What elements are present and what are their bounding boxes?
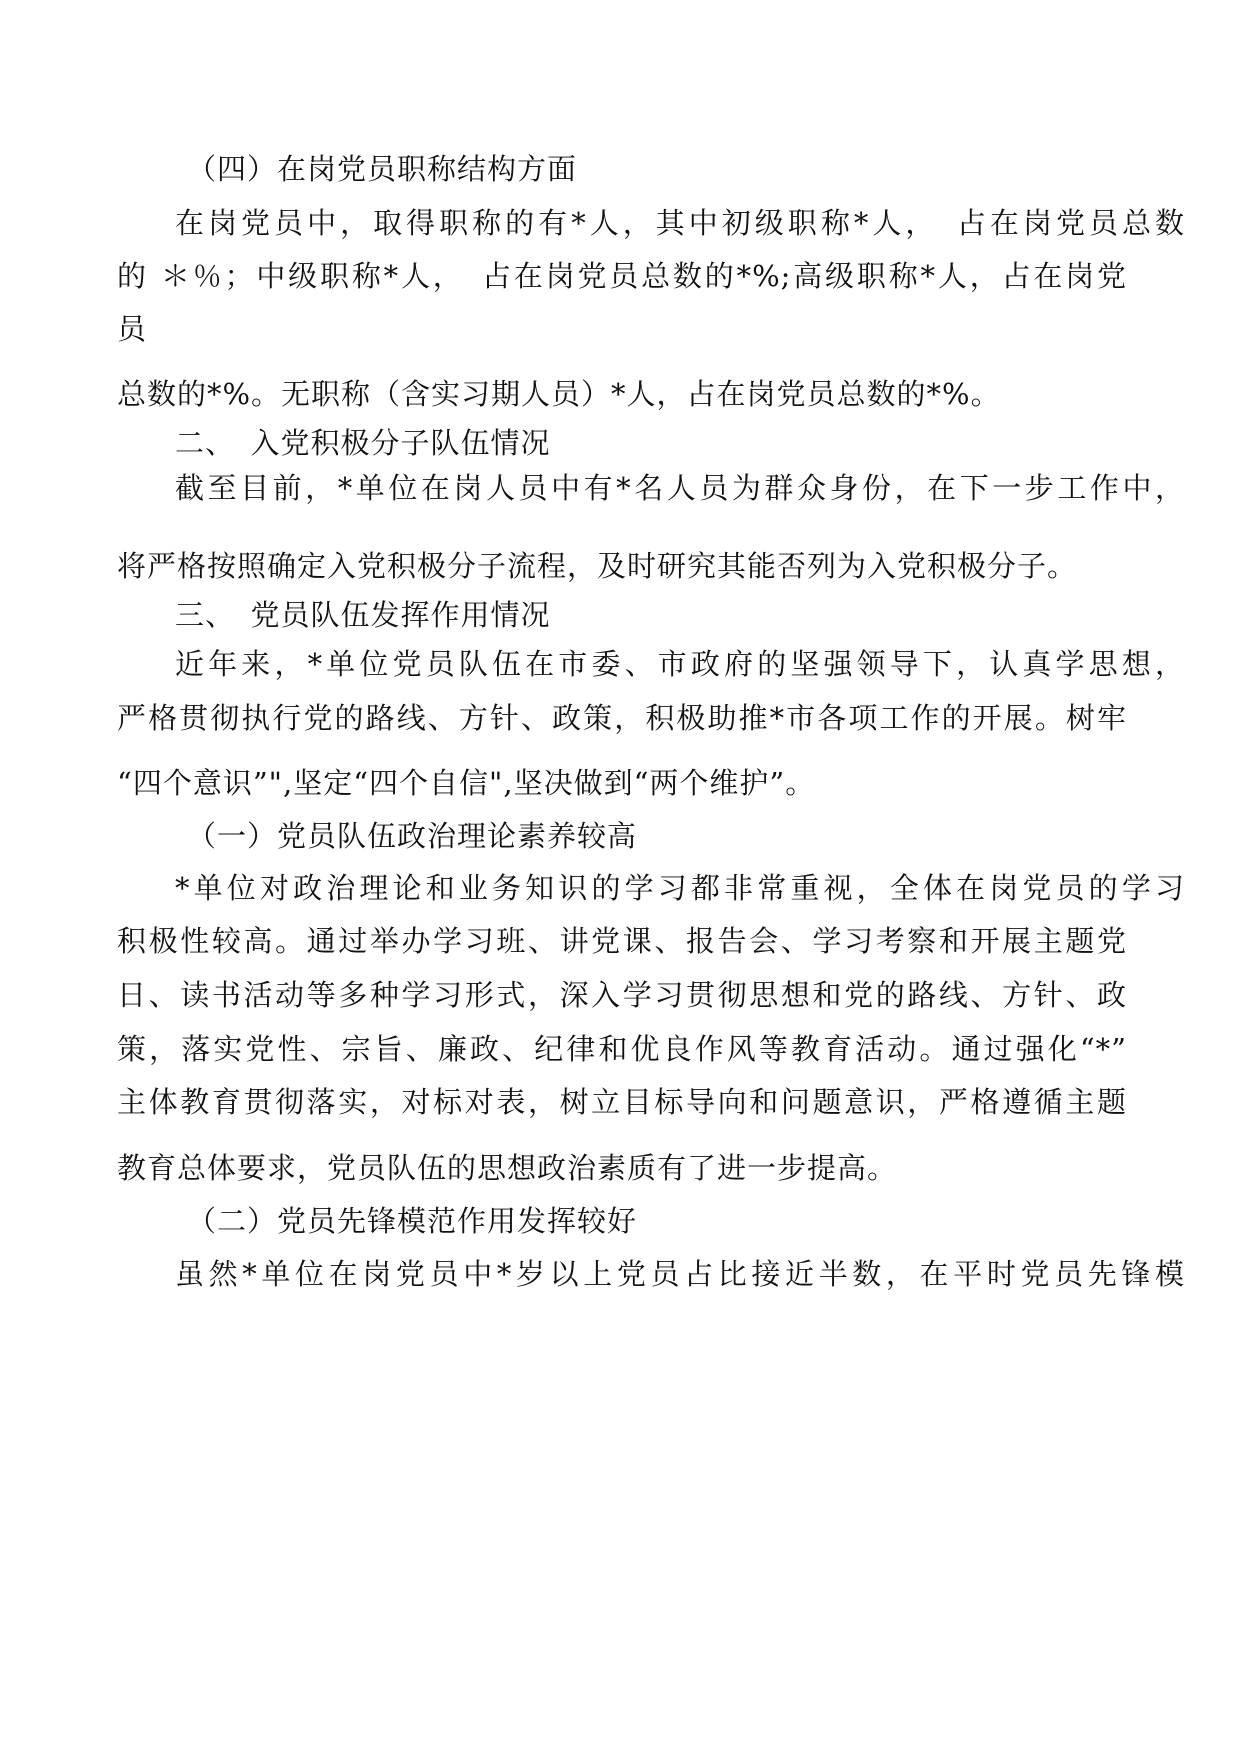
section-heading-role: 三、 党员队伍发挥作用情况 [175, 598, 551, 632]
paragraph-line: 近年来，*单位党员队伍在市委、市政府的坚强领导下，认真学思想， [175, 647, 1185, 681]
paragraph-line: 的 ＊％；中级职称*人， 占在岗党员总数的*%;高级职称*人，占在岗党 [117, 259, 1127, 293]
paragraph-line: *单位对政治理论和业务知识的学习都非常重视，全体在岗党员的学习 [175, 871, 1185, 905]
paragraph-line: 总数的*%。无职称（含实习期人员）*人，占在岗党员总数的*%。 [117, 377, 1001, 411]
paragraph-line: “四个意识”",坚定“四个自信",坚决做到“两个维护”。 [117, 766, 816, 800]
paragraph-line: 虽然*单位在岗党员中*岁以上党员占比接近半数，在平时党员先锋模 [175, 1257, 1185, 1291]
paragraph-line: 员 [117, 312, 148, 346]
section-heading-activists: 二、 入党积极分子队伍情况 [175, 426, 551, 460]
heading-theory: （一）党员队伍政治理论素养较高 [187, 819, 638, 853]
paragraph-line: 截至目前，*单位在岗人员中有*名人员为群众身份，在下一步工作中， [175, 471, 1185, 505]
paragraph-line: 在岗党员中，取得职称的有*人，其中初级职称*人， 占在岗党员总数 [175, 206, 1185, 240]
paragraph-line: 日、读书活动等多种学习形式，深入学习贯彻思想和党的路线、方针、政 [117, 978, 1127, 1012]
paragraph-line: 积极性较高。通过举办学习班、讲党课、报告会、学习考察和开展主题党 [117, 924, 1127, 958]
heading-title-structure: （四）在岗党员职称结构方面 [187, 152, 578, 186]
paragraph-line: 严格贯彻执行党的路线、方针、政策，积极助推*市各项工作的开展。树牢 [117, 701, 1127, 735]
paragraph-line: 教育总体要求，党员队伍的思想政治素质有了进一步提高。 [117, 1151, 898, 1185]
paragraph-line: 策，落实党性、宗旨、廉政、纪律和优良作风等教育活动。通过强化“*” [117, 1032, 1127, 1066]
heading-vanguard: （二）党员先锋模范作用发挥较好 [187, 1204, 638, 1238]
paragraph-line: 主体教育贯彻落实，对标对表，树立目标导向和问题意识，严格遵循主题 [117, 1085, 1127, 1119]
paragraph-line: 将严格按照确定入党积极分子流程，及时研究其能否列为入党积极分子。 [117, 549, 1078, 583]
